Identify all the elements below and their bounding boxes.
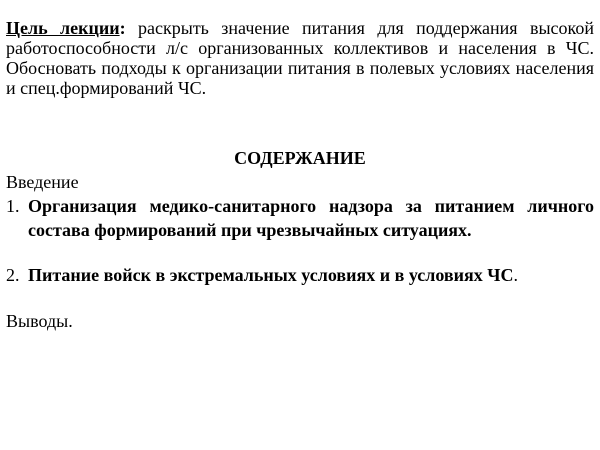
contents-item-text: Питание войск в экстремальных условиях и в условиях ЧС [28, 265, 514, 285]
contents-item-2 [6, 263, 594, 287]
contents-item-1 [6, 194, 594, 242]
lecture-goal-paragraph [6, 18, 594, 98]
contents-intro: Введение [6, 172, 79, 192]
goal-label: Цель лекции [6, 18, 120, 38]
goal-colon: : [119, 18, 126, 38]
contents-item-number: 2. [6, 265, 20, 285]
contents-item-number: 1. [6, 196, 20, 216]
contents-conclusion: Выводы. [6, 311, 73, 331]
contents-heading: СОДЕРЖАНИЕ [234, 148, 366, 168]
contents-item-text: Организация медико-санитарного надзора за питанием личного состава формирований при чрезвычайных ситуациях. [28, 196, 594, 240]
contents-item-suffix: . [513, 265, 518, 285]
goal-text: раскрыть значение питания для поддержания высокой работоспособности л/с организованных коллективов и населения в ЧС. Обосновать подходы к организации питания в полевых условиях населения и спец.формирований ЧС. [6, 18, 594, 98]
